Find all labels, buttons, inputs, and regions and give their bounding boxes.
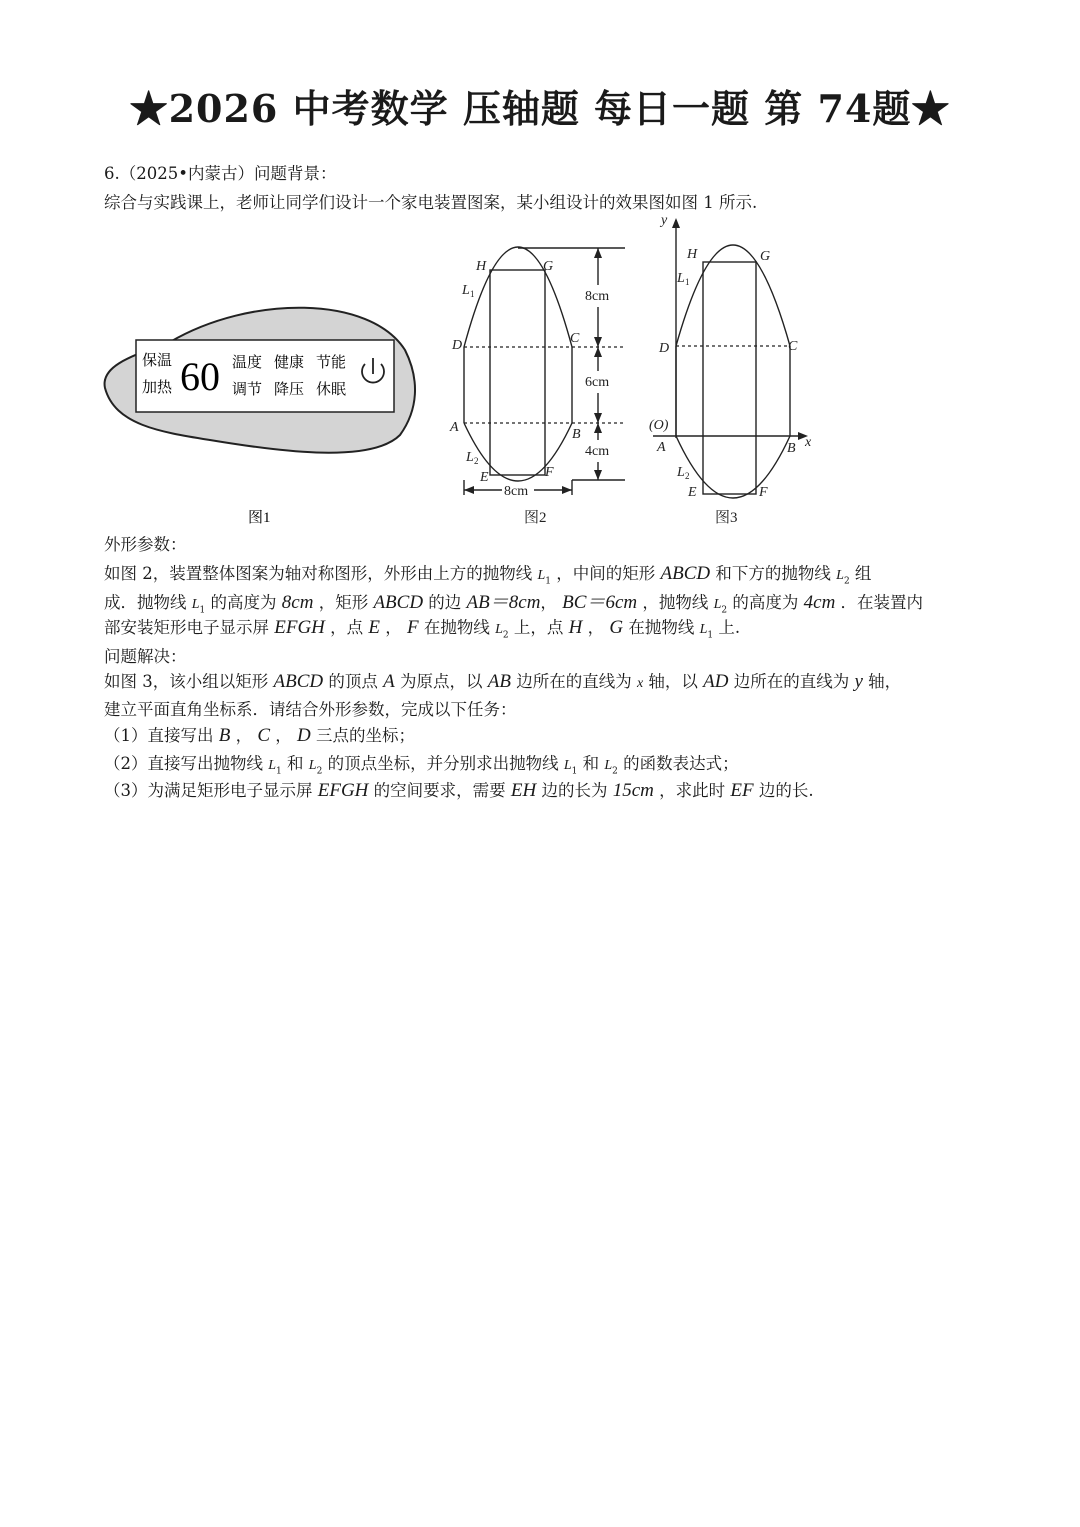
fig3-label-L1: L <box>677 271 685 286</box>
fig3-label-B: B <box>787 441 796 456</box>
task-2: （2）直接写出抛物线 $L_1$ 和 $L_2$ 的顶点坐标，并分别求出抛物线 $L_1$ 和 $L_2$ 的函数表达式； <box>104 754 739 777</box>
fig1-caption: 图1 <box>248 510 271 526</box>
shape-line-3: 部安装矩形电子显示屏 EFGH ，点 E ， F 在抛物线 $L_2$ 上，点 H ， G 在抛物线 $L_1$ 上. <box>104 617 741 641</box>
fig3-label-G: G <box>760 249 771 264</box>
shape-line-1: 如图 2，装置整体图案为轴对称图形，外形由上方的抛物线 $L_1$ ，中间的矩形 ABCD 和下方的抛物线 $L_2$ 组 <box>104 563 872 587</box>
fig1-temperature-number: 60 <box>180 354 220 399</box>
fig1-label-adjust: 调节 <box>232 382 263 398</box>
fig2-label-A: A <box>450 420 459 435</box>
fig3-label-C: C <box>788 339 798 354</box>
display-screen <box>136 340 394 412</box>
fig2-label-D: D <box>452 338 463 353</box>
fig2-label-C: C <box>570 331 580 346</box>
screen-EFGH <box>490 270 545 475</box>
problem-header: 6.（2025•内蒙古）问题背景： <box>104 164 337 183</box>
fig2-label-L1: L <box>462 283 470 298</box>
fig3-label-A: A <box>657 440 666 455</box>
fig2-label-L2: L <box>466 450 474 465</box>
fig3-label-H: H <box>687 247 698 262</box>
fig2-label-E: E <box>480 470 489 485</box>
page-title: ★2026 中考数学 压轴题 每日一题 第 74题★ <box>129 86 951 131</box>
fig2-sub-2: 2 <box>474 456 479 466</box>
fig1-label-bp: 降压 <box>274 382 305 398</box>
figure-3 <box>645 210 825 535</box>
fig1-label-sleep: 休眠 <box>316 382 347 398</box>
figure-2 <box>440 240 645 535</box>
fig2-dim-8cm: 8cm <box>585 289 610 304</box>
fig3-label-O: (O) <box>649 418 669 433</box>
fig1-label-heat: 加热 <box>142 380 173 396</box>
fig2-label-B: B <box>572 427 581 442</box>
shape-line-2: 成．抛物线 $L_1$ 的高度为 8cm ，矩形 ABCD 的边 AB＝8cm， BC＝6cm ，抛物线 $L_2$ 的高度为 4cm ．在装置内 <box>104 592 924 616</box>
solve-line-1: 如图 3，该小组以矩形 ABCD 的顶点 A 为原点，以 AB 边所在的直线为 x 轴，以 AD 边所在的直线为 y 轴， <box>104 671 902 692</box>
figure-1 <box>100 300 420 535</box>
task-1: （1）直接写出 B ， C ， D 三点的坐标； <box>104 725 416 746</box>
fig3-label-L2: L <box>677 465 685 480</box>
fig3-label-y: y <box>661 213 668 228</box>
fig2-label-G: G <box>543 259 554 274</box>
fig2-label-F: F <box>545 465 554 480</box>
solve-heading: 问题解决： <box>104 647 187 666</box>
fig1-label-health: 健康 <box>274 355 305 371</box>
screen-EFGH <box>703 262 756 494</box>
task-3: （3）为满足矩形电子显示屏 EFGH 的空间要求，需要 EH 边的长为 15cm ，求此时 EF 边的长. <box>104 780 814 801</box>
fig2-label-H: H <box>476 259 487 274</box>
fig2-caption: 图2 <box>524 510 547 526</box>
shape-heading: 外形参数： <box>104 535 187 554</box>
fig3-sub-2: 2 <box>685 471 690 481</box>
fig3-caption: 图3 <box>715 510 738 526</box>
fig3-label-E: E <box>688 485 697 500</box>
fig3-label-D: D <box>659 341 670 356</box>
fig2-dim-6cm: 6cm <box>585 375 610 390</box>
fig1-label-keep-warm: 保温 <box>142 353 173 369</box>
fig3-label-x: x <box>805 435 812 450</box>
fig2-sub-1: 1 <box>470 289 475 299</box>
fig1-label-temp: 温度 <box>232 355 263 371</box>
fig3-label-F: F <box>759 485 768 500</box>
solve-line-2: 建立平面直角坐标系．请结合外形参数，完成以下任务： <box>104 700 517 719</box>
problem-background: 综合与实践课上，老师让同学们设计一个家电装置图案，某小组设计的效果图如图 1 所示. <box>104 193 758 212</box>
fig2-dim-bottom: 8cm <box>504 484 529 499</box>
fig3-sub-1: 1 <box>685 277 690 287</box>
fig2-dim-4cm: 4cm <box>585 444 610 459</box>
fig1-label-save: 节能 <box>316 355 347 371</box>
